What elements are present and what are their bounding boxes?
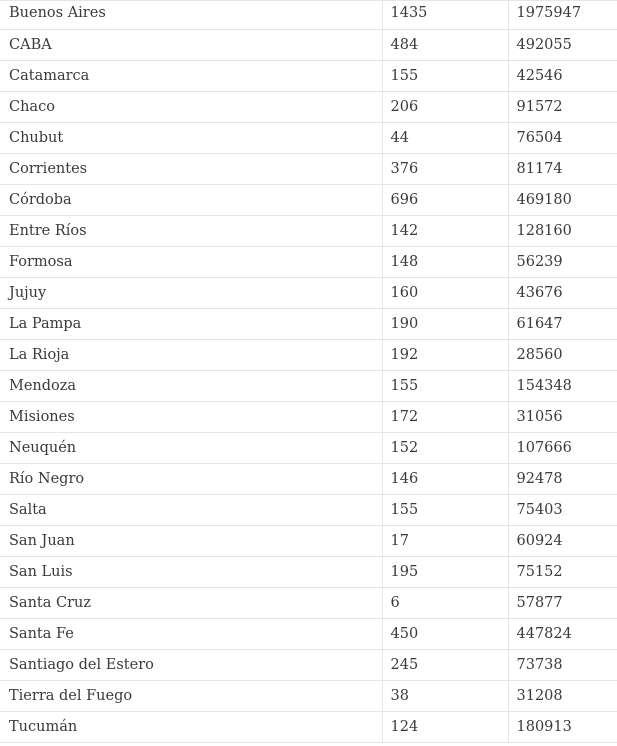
value-cell: 57877	[508, 588, 617, 619]
value-cell: 195	[382, 557, 508, 588]
value-cell: 44	[382, 123, 508, 154]
table-row	[0, 61, 617, 92]
province-cell: Mendoza	[0, 371, 382, 402]
province-cell: Jujuy	[0, 278, 382, 309]
value-cell: 61647	[508, 309, 617, 340]
value-cell: 128160	[508, 216, 617, 247]
table-row	[0, 557, 617, 588]
table-row	[0, 216, 617, 247]
value-cell: 154348	[508, 371, 617, 402]
value-cell: 160	[382, 278, 508, 309]
value-cell: 148	[382, 247, 508, 278]
value-cell: 142	[382, 216, 508, 247]
value-cell: 42546	[508, 61, 617, 92]
province-cell: Córdoba	[0, 185, 382, 216]
value-cell: 155	[382, 495, 508, 526]
province-cell: Entre Ríos	[0, 216, 382, 247]
table-row	[0, 650, 617, 681]
province-cell: Santa Cruz	[0, 588, 382, 619]
province-cell: Formosa	[0, 247, 382, 278]
value-cell: 56239	[508, 247, 617, 278]
value-cell: 447824	[508, 619, 617, 650]
table-row	[0, 123, 617, 154]
value-cell: 450	[382, 619, 508, 650]
table-row	[0, 619, 617, 650]
province-cell: Misiones	[0, 402, 382, 433]
value-cell: 73738	[508, 650, 617, 681]
province-cell: Tierra del Fuego	[0, 681, 382, 712]
province-cell: CABA	[0, 30, 382, 61]
table-row	[0, 278, 617, 309]
table-row	[0, 588, 617, 619]
table-row	[0, 309, 617, 340]
province-cell: Salta	[0, 495, 382, 526]
table-row	[0, 526, 617, 557]
province-cell: Catamarca	[0, 61, 382, 92]
value-cell: 1975947	[508, 1, 617, 30]
value-cell: 28560	[508, 340, 617, 371]
value-cell: 484	[382, 30, 508, 61]
value-cell: 43676	[508, 278, 617, 309]
value-cell: 107666	[508, 433, 617, 464]
province-cell: La Pampa	[0, 309, 382, 340]
value-cell: 31056	[508, 402, 617, 433]
table-row	[0, 371, 617, 402]
table-row	[0, 712, 617, 743]
value-cell: 92478	[508, 464, 617, 495]
province-cell: Chaco	[0, 92, 382, 123]
value-cell: 180913	[508, 712, 617, 743]
table-row	[0, 185, 617, 216]
province-cell: La Rioja	[0, 340, 382, 371]
value-cell: 146	[382, 464, 508, 495]
province-cell: Buenos Aires	[0, 1, 382, 30]
value-cell: 696	[382, 185, 508, 216]
table-row	[0, 402, 617, 433]
value-cell: 124	[382, 712, 508, 743]
table-row	[0, 340, 617, 371]
value-cell: 75403	[508, 495, 617, 526]
province-cell: Santiago del Estero	[0, 650, 382, 681]
value-cell: 155	[382, 61, 508, 92]
value-cell: 469180	[508, 185, 617, 216]
table-row	[0, 1, 617, 30]
table-row	[0, 433, 617, 464]
table-row	[0, 495, 617, 526]
table-row	[0, 681, 617, 712]
table-row	[0, 464, 617, 495]
value-cell: 190	[382, 309, 508, 340]
value-cell: 192	[382, 340, 508, 371]
province-cell: Corrientes	[0, 154, 382, 185]
province-cell: San Luis	[0, 557, 382, 588]
value-cell: 376	[382, 154, 508, 185]
value-cell: 91572	[508, 92, 617, 123]
table-row	[0, 247, 617, 278]
province-cell: Santa Fe	[0, 619, 382, 650]
value-cell: 75152	[508, 557, 617, 588]
province-cell: Chubut	[0, 123, 382, 154]
value-cell: 81174	[508, 154, 617, 185]
table-row	[0, 30, 617, 61]
value-cell: 31208	[508, 681, 617, 712]
value-cell: 155	[382, 371, 508, 402]
value-cell: 1435	[382, 1, 508, 30]
value-cell: 172	[382, 402, 508, 433]
table-row	[0, 92, 617, 123]
province-cell: Río Negro	[0, 464, 382, 495]
table-row	[0, 154, 617, 185]
value-cell: 60924	[508, 526, 617, 557]
value-cell: 206	[382, 92, 508, 123]
value-cell: 152	[382, 433, 508, 464]
province-cell: Tucumán	[0, 712, 382, 743]
province-cell: Neuquén	[0, 433, 382, 464]
value-cell: 76504	[508, 123, 617, 154]
value-cell: 6	[382, 588, 508, 619]
table-body	[0, 1, 617, 743]
value-cell: 17	[382, 526, 508, 557]
value-cell: 38	[382, 681, 508, 712]
value-cell: 492055	[508, 30, 617, 61]
province-cell: San Juan	[0, 526, 382, 557]
value-cell: 245	[382, 650, 508, 681]
